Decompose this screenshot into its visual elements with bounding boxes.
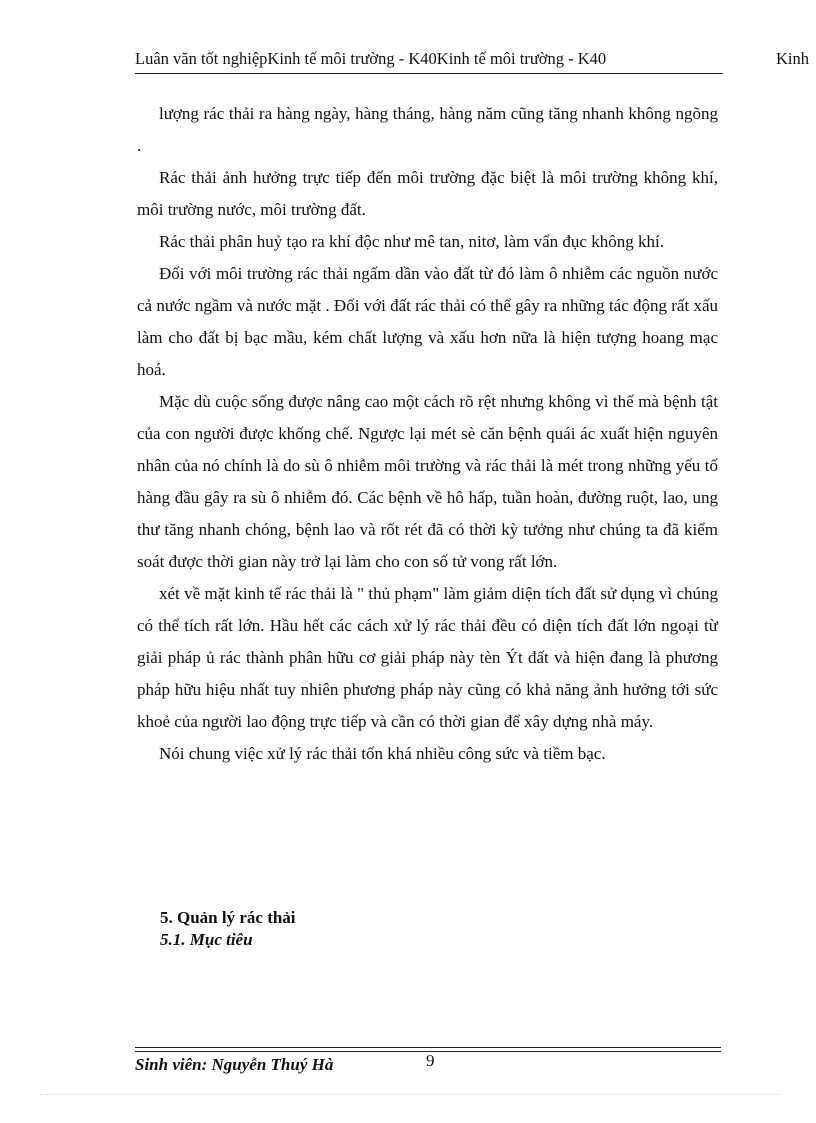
running-header: Luân văn tốt nghiệpKinh tế môi trường - K40Kinh tế môi trường - K40 xyxy=(135,49,723,74)
footer-author: Sinh viên: Nguyễn Thuý Hà xyxy=(135,1055,334,1074)
subsection-heading: 5.1. Mục tiêu xyxy=(160,930,253,949)
paragraph: Rác thải phân huỷ tạo ra khí độc như mê tan, nitơ, làm vẩn đục không khí. xyxy=(159,232,664,251)
paragraph: Đối với môi trường rác thải ngấm dần vào đất từ đó làm ô nhiễm các nguồn nước cả nước ngầm và nước mặt . Đối với đất rác thải có thể gây ra những tác động rất xấu làm cho đất bị bạc mầu, kém chất lượng và xấu hơn nữa là hiện tượng hoang mạc hoá. xyxy=(137,264,718,379)
running-header-overflow: Kinh xyxy=(776,49,809,68)
paragraph: Nói chung việc xử lý rác thải tốn khá nhiều công sức và tiềm bạc. xyxy=(159,744,606,763)
body-text xyxy=(137,98,718,770)
section-heading: 5. Quản lý rác thải xyxy=(160,908,296,927)
paragraph: Rác thải ảnh hưởng trực tiếp đến môi trường đặc biệt là môi trường không khí, môi trường nước, môi trường đất. xyxy=(137,168,718,219)
page-number: 9 xyxy=(426,1051,435,1070)
paragraph: lượng rác thải ra hàng ngày, hàng tháng, hàng năm cũng tăng nhanh không ngõng . xyxy=(137,104,718,155)
paragraph: xét về mặt kinh tế rác thải là " thủ phạm" làm giảm diện tích đất sử dụng vì chúng có thể tích rất lớn. Hầu hết các cách xử lý rác thải đều có diện tích đất lớn ngoại từ giải pháp ủ rác thành phân hữu cơ giải pháp này tèn Ýt đất và hiện đang là phương pháp hữu hiệu nhất tuy nhiên phương pháp này cũng có khả năng ảnh hưởng tới sức khoẻ của người lao động trực tiếp và cần có thời gian để xây dựng nhà máy. xyxy=(137,584,718,731)
footer-rule xyxy=(135,1047,721,1048)
page-edge-divider xyxy=(40,1094,780,1095)
paragraph: Mặc dù cuộc sống được nâng cao một cách rõ rệt nhưng không vì thế mà bệnh tật của con người được khống chế. Ngược lại mét sè căn bệnh quái ác xuất hiện nguyên nhân của nó chính là do sù ô nhiễm môi trường và rác thải là mét trong những yếu tố hàng đầu gây ra sù ô nhiễm đó. Các bệnh về hô hấp, tuần hoàn, đường ruột, lao, ung thư tăng nhanh chóng, bệnh lao và rốt rét đã có thời kỳ tưởng như chúng ta đã kiểm soát được thời gian này trở lại làm cho con số tử vong rất lớn. xyxy=(137,392,718,571)
